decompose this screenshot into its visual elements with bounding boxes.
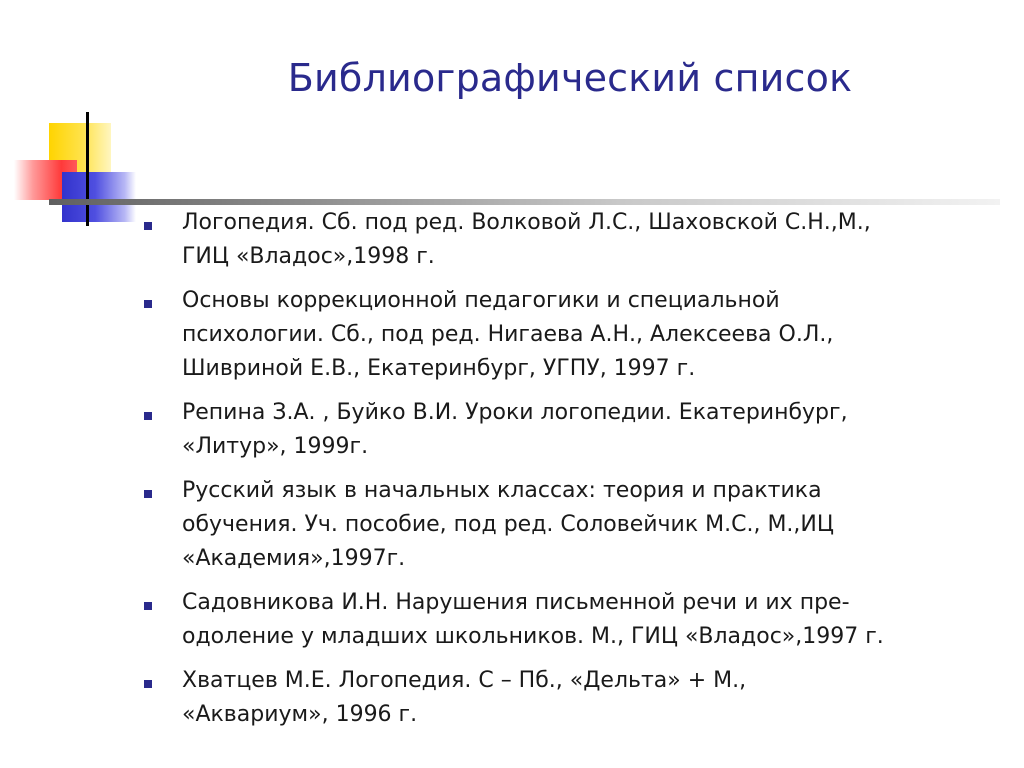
bullet-icon [144,490,152,498]
vertical-line [86,112,89,226]
decorative-squares [0,100,160,240]
list-item [140,284,980,386]
list-item-text: Хватцев М.Е. Логопедия. С – Пб., «Дельта» + М., «Аквариум», 1996 г. [182,668,747,727]
list-item-text: Логопедия. Сб. под ред. Волковой Л.С., Шаховской С.Н.,М., ГИЦ «Владос»,1998 г. [182,210,871,269]
list-item [140,396,980,464]
bibliography-list [140,206,980,742]
bullet-icon [144,680,152,688]
list-item-text: Репина З.А. , Буйко В.И. Уроки логопедии. Екатеринбург, «Литур», 1999г. [182,400,848,459]
bullet-icon [144,412,152,420]
list-item [140,474,980,576]
list-item-text: Русский язык в начальных классах: теория и практика обучения. Уч. пособие, под ред. Соловейчик М.С., М.,ИЦ «Академия»,1997г. [182,478,834,571]
bullet-icon [144,300,152,308]
title-divider [49,199,1000,205]
blue-square [62,172,136,222]
list-item-text: Основы коррекционной педагогики и специальной психологии. Сб., под ред. Нигаева А.Н., Алексеева О.Л., Шивриной Е.В., Екатеринбург, УГПУ, 1997 г. [182,288,834,381]
slide-title: Библиографический список [287,56,853,100]
list-item [140,586,980,654]
list-item-text: Садовникова И.Н. Нарушения письменной речи и их пре- одоление у младших школьников. М., ГИЦ «Владос»,1997 г. [182,590,884,649]
list-item [140,206,980,274]
list-item [140,664,980,732]
bullet-icon [144,602,152,610]
bullet-icon [144,222,152,230]
